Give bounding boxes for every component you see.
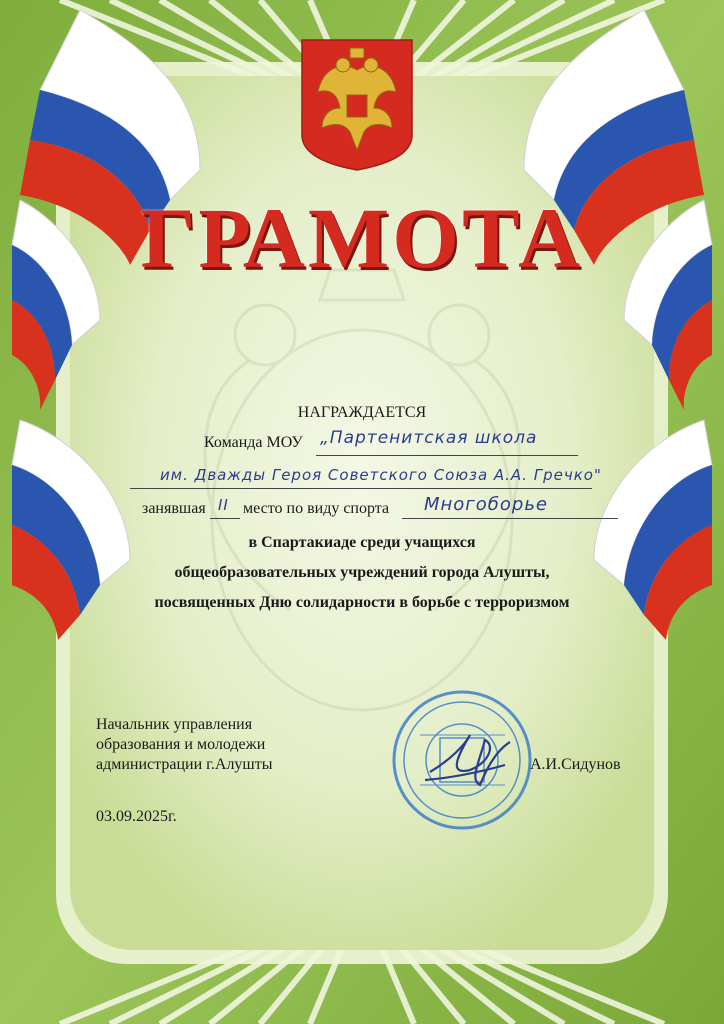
signer-name: А.И.Сидунов bbox=[530, 756, 621, 773]
coat-of-arms-icon bbox=[302, 40, 412, 170]
sport-value: Многоборье bbox=[424, 494, 549, 515]
signer-position-line3: администрации г.Алушты bbox=[96, 756, 273, 773]
certificate-title: ГРАМОТА bbox=[140, 190, 584, 286]
team-prefix: Команда МОУ bbox=[204, 434, 303, 451]
event-line-1: в Спартакиаде среди учащихся bbox=[248, 534, 476, 551]
signer-position-line1: Начальник управления bbox=[96, 716, 253, 733]
signer-position-line2: образования и молодежи bbox=[96, 736, 266, 753]
place-middle: место по виду спорта bbox=[243, 500, 390, 517]
certificate-date: 03.09.2025г. bbox=[96, 808, 177, 825]
place-prefix: занявшая bbox=[142, 500, 206, 517]
team-name-underline-2 bbox=[130, 488, 592, 489]
awarded-heading: НАГРАЖДАЕТСЯ bbox=[297, 404, 427, 421]
team-name-line2: им. Дважды Героя Советского Союза А.А. Гречко" bbox=[160, 466, 602, 484]
team-name-line1: „Партенитская школа bbox=[320, 428, 538, 448]
sport-underline bbox=[402, 518, 618, 519]
place-underline bbox=[210, 518, 240, 519]
event-line-3: посвященных Дню солидарности в борьбе с терроризмом bbox=[154, 594, 570, 611]
event-line-2: общеобразовательных учреждений города Алушты, bbox=[174, 564, 550, 581]
place-value: II bbox=[218, 496, 229, 514]
team-name-underline-1 bbox=[316, 455, 578, 456]
